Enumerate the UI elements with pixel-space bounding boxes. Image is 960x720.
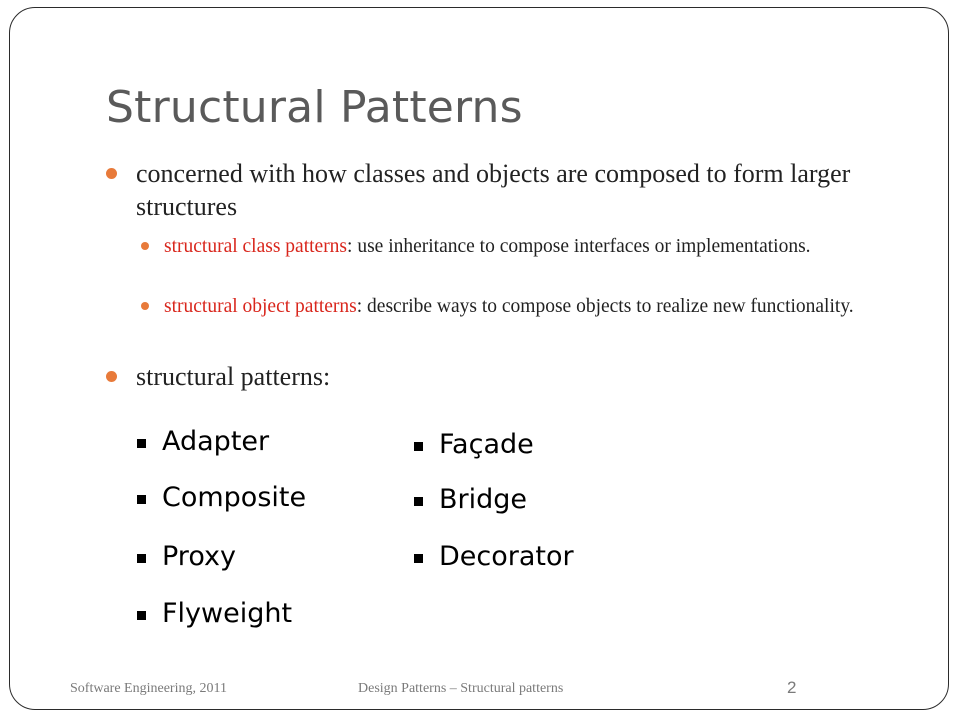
bullet-text: concerned with how classes and objects are composed to form larger structures (136, 159, 851, 221)
subbullet-dot-icon (141, 302, 149, 310)
term-object-patterns: structural object patterns (164, 296, 357, 317)
square-bullet-icon (414, 442, 423, 451)
bullet-text: structural patterns: (136, 362, 331, 391)
square-bullet-icon (414, 554, 423, 563)
slide-title: Structural Patterns (106, 82, 523, 133)
pattern-label: Adapter (162, 426, 270, 457)
subbullet-dot-icon (141, 242, 149, 250)
term-class-patterns: structural class patterns (164, 236, 348, 257)
bullet-dot-icon (106, 371, 117, 382)
pattern-label: Bridge (439, 484, 528, 515)
square-bullet-icon (137, 439, 146, 448)
page-number: 2 (787, 678, 797, 697)
square-bullet-icon (137, 495, 146, 504)
pattern-label: Composite (162, 482, 307, 513)
square-bullet-icon (414, 497, 423, 506)
subbullet-text (164, 292, 874, 321)
square-bullet-icon (137, 611, 146, 620)
subbullet-rest: : use inheritance to compose interfaces or implementations. (347, 236, 811, 257)
pattern-label: Flyweight (162, 598, 293, 629)
square-bullet-icon (137, 554, 146, 563)
pattern-label: Proxy (162, 541, 236, 572)
footer-course: Software Engineering, 2011 (70, 681, 227, 696)
subbullet-text (164, 232, 874, 261)
bullet-dot-icon (106, 168, 117, 179)
subbullet-rest: : describe ways to compose objects to realize new functionality. (356, 296, 854, 317)
pattern-label: Façade (439, 429, 534, 460)
footer-topic: Design Patterns – Structural patterns (358, 681, 564, 696)
pattern-label: Decorator (439, 541, 574, 572)
